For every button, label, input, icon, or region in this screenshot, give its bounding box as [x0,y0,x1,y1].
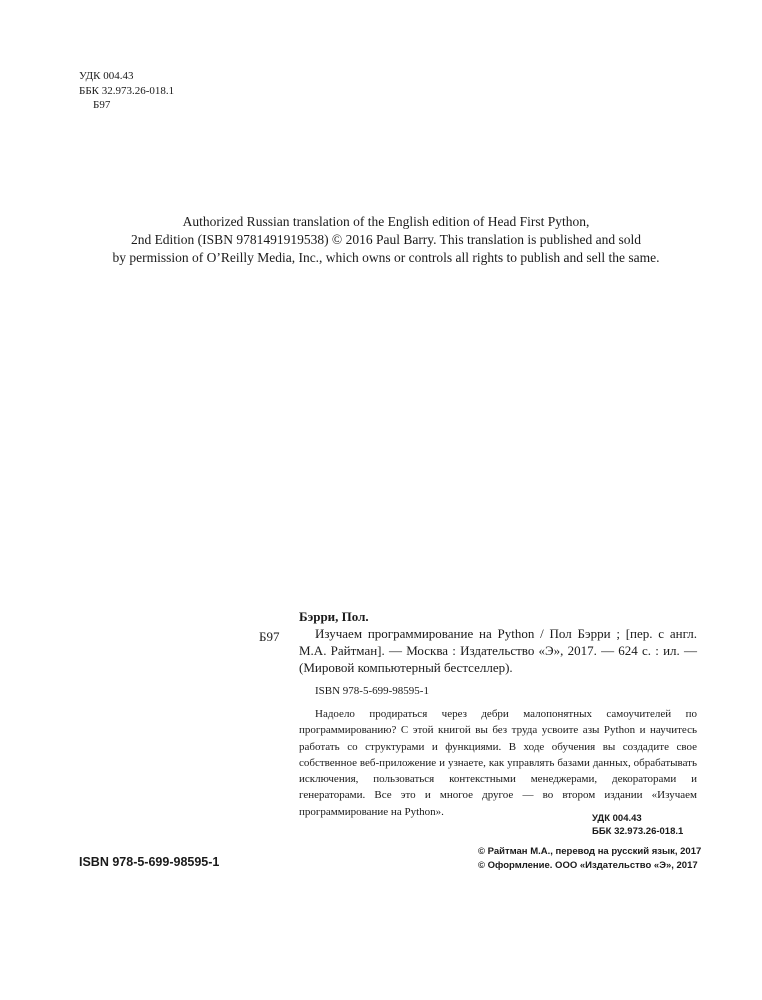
copyright-translation: © Райтман М.А., перевод на русский язык, 2017 [478,846,702,857]
catalog-isbn: ISBN 978-5-699-98595-1 [315,685,429,697]
rights-line-3: by permission of O’Reilly Media, Inc., which owns or controls all rights to publish and sell the same. [112,250,660,265]
catalog-card [299,608,697,820]
rights-line-2: 2nd Edition (ISBN 9781491919538) © 2016 Paul Barry. This translation is published and sold [130,232,642,247]
catalog-description: Изучаем программирование на Python / Пол Бэрри ; [пер. с англ. М.А. Райтман]. — Москва : Издательство «Э», 2017. — 624 с. : ил. — (Мировой компьютерный бестселлер). [299,626,697,675]
author-mark: Б97 [93,99,111,111]
classification-bottom [592,812,683,838]
bbk-code-bottom: ББК 32.973.26-018.1 [592,826,684,837]
copyright-block [478,845,701,872]
copyright-design: © Оформление. ООО «Издательство «Э», 2017 [478,859,698,871]
rights-notice [60,213,712,267]
classification-top [79,69,174,113]
udk-code: УДК 004.43 [79,70,134,82]
catalog-author: Бэрри, Пол. [299,609,369,624]
catalog-annotation: Надоело продираться через дебри малопонятных самоучителей по программированию? С этой книгой вы без труда усвоите азы Python и научитесь работать со структурами и функциями. В ходе обучения вы создадите свое собственное веб-приложение и узнаете, как управлять базами данных, обрабатывать исключения, пользоваться контекстными менеджерами, декораторами и генераторами. Все это и многое другое — во втором издании «Изучаем программирование на Python». [299,708,697,818]
rights-line-1: Authorized Russian translation of the English edition of Head First Python, [182,214,590,229]
udk-code-bottom: УДК 004.43 [592,813,642,824]
isbn-bottom: ISBN 978-5-699-98595-1 [79,855,220,869]
catalog-card-code: Б97 [259,629,280,644]
bbk-code: ББК 32.973.26-018.1 [79,84,175,97]
